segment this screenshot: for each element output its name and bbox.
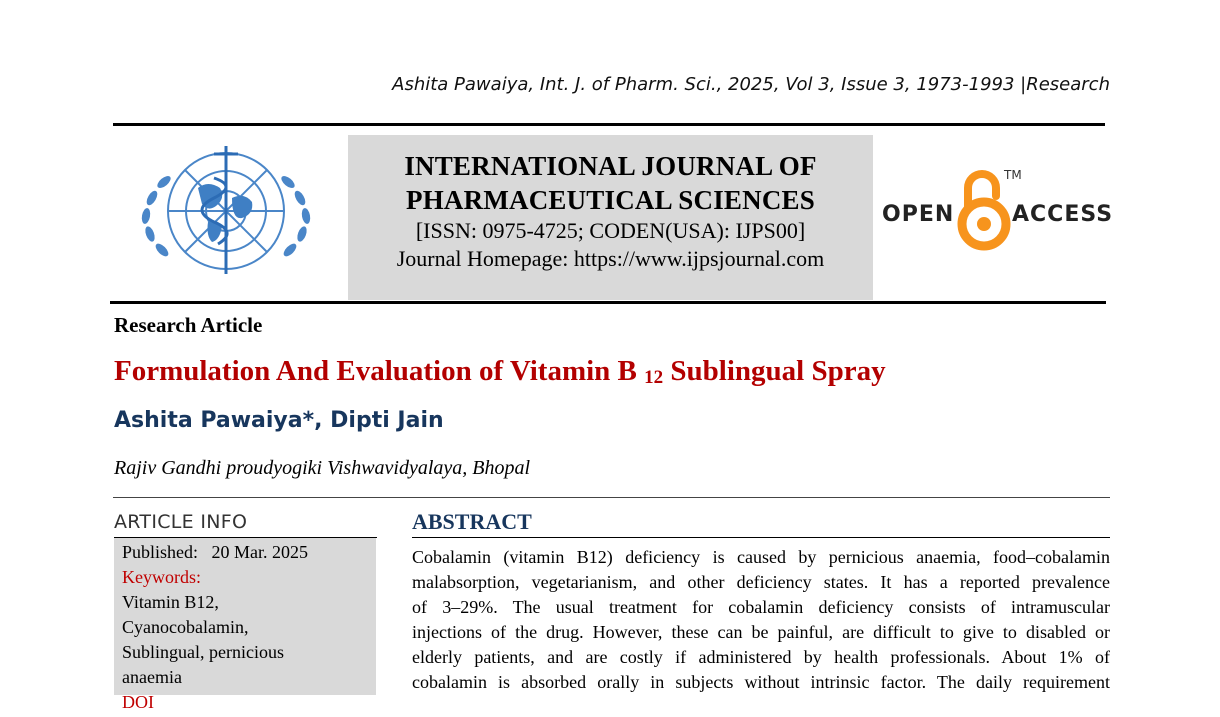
- abstract-line: cobalamin is absorbed orally in subjects without intrinsic factor. The daily requirement: [412, 672, 1110, 692]
- article-info-heading: ARTICLE INFO: [114, 511, 248, 533]
- article-title: [114, 355, 886, 389]
- doi-label: DOI: [122, 692, 154, 712]
- abstract-rule: [412, 537, 1110, 538]
- open-access-open-text: OPEN: [882, 202, 955, 227]
- keyword-item: Vitamin B12,: [122, 592, 219, 612]
- abstract-line: Cobalamin (vitamin B12) deficiency is caused by pernicious anaemia, food–cobalamin: [412, 547, 1110, 567]
- open-access-logo: [880, 164, 1114, 254]
- published-date: Published: 20 Mar. 2025: [122, 542, 309, 562]
- article-title-subscript: 12: [644, 367, 664, 388]
- running-header: Ashita Pawaiya, Int. J. of Pharm. Sci., 2025, Vol 3, Issue 3, 1973-1993 |Research: [392, 74, 1110, 95]
- abstract-line: injections of the drug. However, these can be painful, are difficult to give to disabled or: [412, 622, 1110, 642]
- article-authors: Ashita Pawaiya*, Dipti Jain: [114, 408, 444, 433]
- trademark-mark: TM: [1004, 168, 1022, 182]
- header-rule-top: [113, 123, 1105, 126]
- keywords-label: Keywords:: [122, 567, 201, 587]
- abstract-line: malabsorption, vegetarianism, and other deficiency states. It has a reported prevalence: [412, 572, 1110, 592]
- article-title-main: Formulation And Evaluation of Vitamin B: [114, 355, 637, 387]
- keyword-item: Cyanocobalamin,: [122, 617, 249, 637]
- journal-masthead: [348, 135, 873, 300]
- article-affiliation: Rajiv Gandhi proudyogiki Vishwavidyalaya, Bhopal: [114, 457, 531, 479]
- journal-name-line2: PHARMACEUTICAL SCIENCES: [406, 185, 815, 215]
- journal-emblem-logo: [128, 138, 324, 284]
- journal-name-line1: INTERNATIONAL JOURNAL OF: [404, 151, 817, 181]
- abstract-body: [412, 545, 1110, 695]
- article-info-panel: [114, 538, 376, 712]
- abstract-line: of 3–29%. The usual treatment for cobalamin deficiency consists of intramuscular: [412, 597, 1110, 617]
- abstract-line: elderly patients, and are costly if administered by health professionals. About 1% of: [412, 647, 1110, 667]
- journal-homepage: Journal Homepage: https://www.ijpsjournal.com: [396, 246, 825, 271]
- keyword-item: anaemia: [122, 667, 182, 687]
- section-divider: [113, 497, 1110, 498]
- keyword-item: Sublingual, pernicious: [122, 642, 284, 662]
- article-type: Research Article: [114, 313, 263, 337]
- article-title-rest: Sublingual Spray: [670, 355, 886, 387]
- abstract-heading: ABSTRACT: [412, 509, 532, 534]
- journal-issn: [ISSN: 0975-4725; CODEN(USA): IJPS00]: [415, 218, 806, 243]
- open-access-access-text: ACCESS: [1012, 202, 1114, 227]
- header-rule-bottom: [110, 301, 1106, 304]
